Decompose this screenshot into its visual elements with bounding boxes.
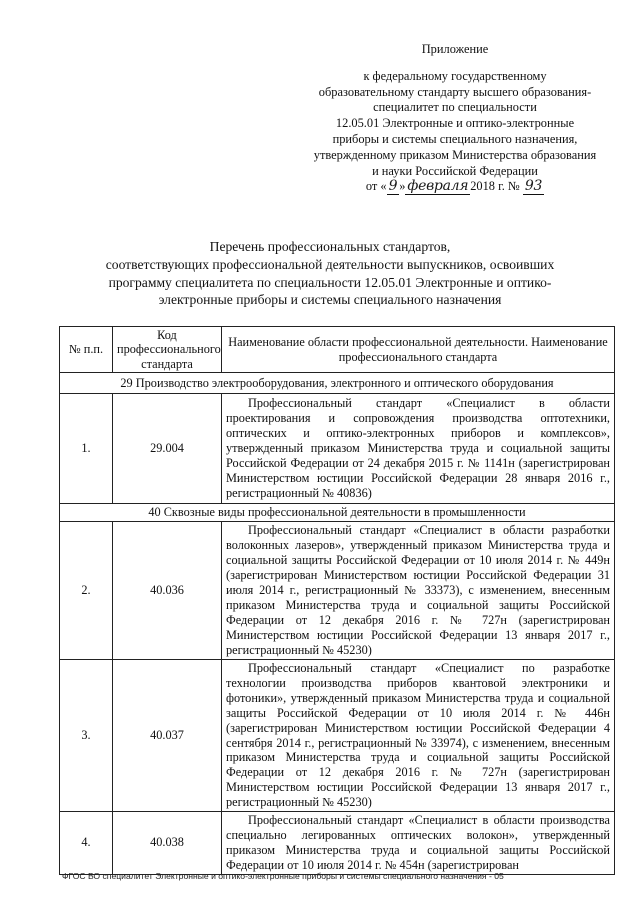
handwritten-number: 93 (524, 178, 543, 195)
row-standard-text (222, 394, 615, 504)
appendix-block (290, 42, 620, 195)
row-standard-text (222, 812, 615, 875)
handwritten-month: февраля (407, 178, 469, 195)
title-line: Перечень профессиональных стандартов, (209, 239, 451, 254)
table-row (60, 812, 615, 875)
row-number: 3. (60, 660, 113, 812)
standard-text: Профессиональный стандарт «Специалист в области разработки волоконных лазеров», утвержденный приказом Министерства труда и социальной защиты Российской Федерации от 10 июля 2014 г. № 449н (зарегистрирован Министерством юстиции Российской Федерации 31 июля 2014 г., регистрационный № 33373), с изменением, внесенным приказом Министерства труда и социальной защиты Российской Федерации от 12 декабря 2016 г. № 727н (зарегистрирован Министерством юстиции Российской Федерации 13 января 2017 г., регистрационный № 45230) (226, 523, 610, 657)
appendix-line: образовательному стандарту высшего образования- (318, 84, 592, 99)
appendix-line: приборы и системы специального назначения, (332, 131, 578, 146)
title-line: электронные приборы и системы специального назначения (158, 292, 502, 308)
standard-text: Профессиональный стандарт «Специалист в области производства специально легированных оптических волокон», утвержденный приказом Министерства труда и социальной защиты Российской Федерации от 10 июля 2014 г. № 454н (зарегистрирован (226, 813, 610, 872)
appendix-line: 12.05.01 Электронные и оптико-электронные (335, 116, 575, 131)
header-no: № п.п. (60, 327, 113, 373)
row-standard-text (222, 660, 615, 812)
title-line: соответствующих профессиональной деятельности выпускников, освоивших (105, 256, 555, 272)
group-row (60, 504, 615, 522)
standard-text: Профессиональный стандарт «Специалист в области проектирования и сопровождения производства оптотехники, оптических и оптико-электронных приборов и комплексов», утвержденный приказом Министерства труда и социальной защиты Российской Федерации от 24 декабря 2015 г. № 1141н (зарегистрирован Министерством юстиции Российской Федерации 28 января 2016 г., регистрационный № 40836) (226, 396, 610, 500)
appendix-line: утвержденному приказом Министерства образования (313, 147, 597, 162)
group-row (60, 373, 615, 394)
group-title: 29 Производство электрооборудования, электронного и оптического оборудования (60, 373, 615, 394)
standard-text: Профессиональный стандарт «Специалист по разработке технологии производства приборов квантовой электроники и фотоники», утвержденный приказом Министерства труда и социальной защиты Российской Федерации от 10 июля 2014 г. № 446н (зарегистрирован Министерством юстиции Российской Федерации 4 сентября 2014 г., регистрационный № 33974), с изменением, внесенным приказом Министерства труда и социальной защиты Российской Федерации от 12 декабря 2016 г. № 727н (зарегистрирован Министерством юстиции Российской Федерации 13 января 2017 г., регистрационный № 45230) (226, 661, 610, 810)
table-header-row (60, 327, 615, 373)
date-sep: » (399, 179, 406, 194)
header-code: Код профессионального стандарта (113, 327, 222, 373)
row-code: 40.037 (113, 660, 222, 812)
appendix-line: специалитет по специальности (373, 100, 537, 115)
row-code: 40.038 (113, 812, 222, 875)
row-standard-text (222, 522, 615, 660)
row-number: 2. (60, 522, 113, 660)
group-title: 40 Сквозные виды профессиональной деятельности в промышленности (60, 504, 615, 522)
appendix-line: и науки Российской Федерации (372, 163, 538, 178)
header-name: Наименование области профессиональной деятельности. Наименование профессионального стандарта (222, 327, 615, 373)
document-title (60, 238, 600, 309)
table-row (60, 660, 615, 812)
handwritten-day: 9 (388, 178, 398, 195)
table-row (60, 522, 615, 660)
row-code: 40.036 (113, 522, 222, 660)
page-footer: ФГОС ВО специалитет Электронные и оптико-электронные приборы и системы специального назначения - 05 (62, 871, 504, 881)
table-row (60, 394, 615, 504)
row-number: 1. (60, 394, 113, 504)
row-code: 29.004 (113, 394, 222, 504)
date-year: 2018 г. № (470, 179, 520, 194)
standards-table (59, 326, 615, 875)
row-number: 4. (60, 812, 113, 875)
appendix-heading: Приложение (421, 42, 489, 56)
order-date-line (290, 179, 620, 195)
title-line: программу специалитета по специальности 12.05.01 Электронные и оптико- (108, 274, 552, 290)
appendix-line: к федеральному государственному (363, 68, 547, 83)
date-prefix: от « (365, 179, 387, 194)
